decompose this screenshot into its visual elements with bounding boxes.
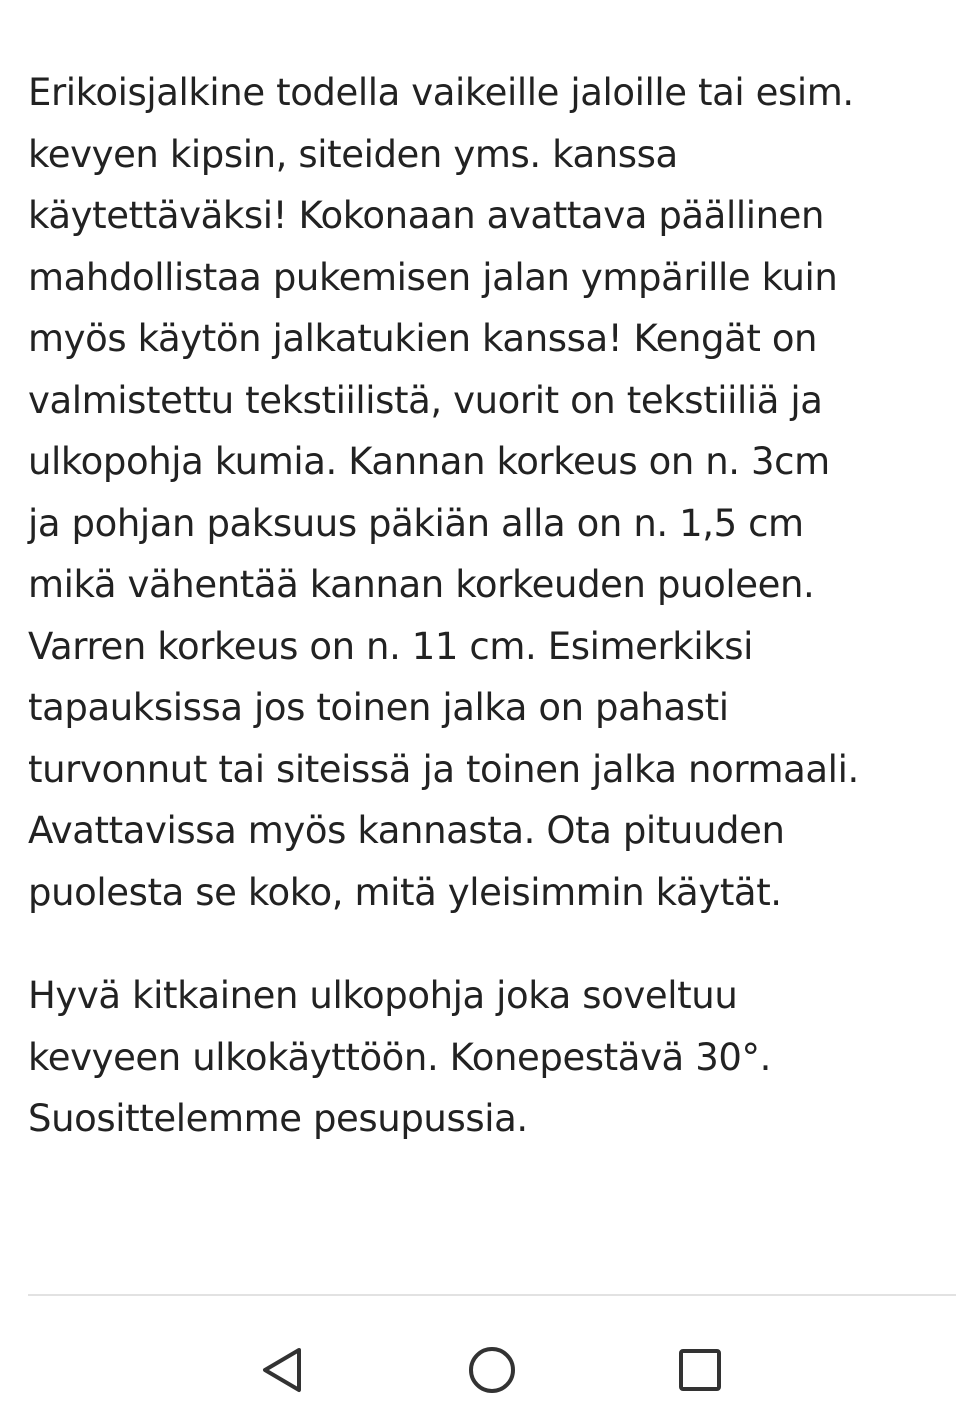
triangle-back-icon — [259, 1346, 303, 1394]
system-navigation-bar — [0, 1300, 960, 1424]
home-button[interactable] — [462, 1340, 522, 1400]
description-paragraph-2: Hyvä kitkainen ulkopohja joka soveltuu kevyeen ulkokäyttöön. Konepestävä 30°. Suosittelemme pesupussia. — [28, 974, 771, 1140]
square-recents-icon — [678, 1348, 722, 1392]
circle-home-icon — [467, 1345, 517, 1395]
back-button[interactable] — [251, 1340, 311, 1400]
description-paragraph-1: Erikoisjalkine todella vaikeille jaloille tai esim. kevyen kipsin, siteiden yms. kanssa käytettäväksi! Kokonaan avattava päällinen mahdollistaa pukemisen jalan ympärille kuin myös käytön jalkatukien kanssa! Kengät on valmistettu tekstiilistä, vuorit on tekstiiliä ja ulkopohja kumia. Kannan korkeus on n. 3cm ja pohjan paksuus päkiän alla on n. 1,5 cm mikä vähentää kannan korkeuden puoleen. Varren korkeus on n. 11 cm. Esimerkiksi tapauksissa jos toinen jalka on pahasti turvonnut tai siteissä ja toinen jalka normaali. Avattavissa myös kannasta. Ota pituuden puolesta se koko, mitä yleisimmin käytät. — [28, 71, 859, 914]
product-description — [28, 62, 960, 1150]
recents-button[interactable] — [670, 1340, 730, 1400]
divider — [28, 1294, 956, 1296]
